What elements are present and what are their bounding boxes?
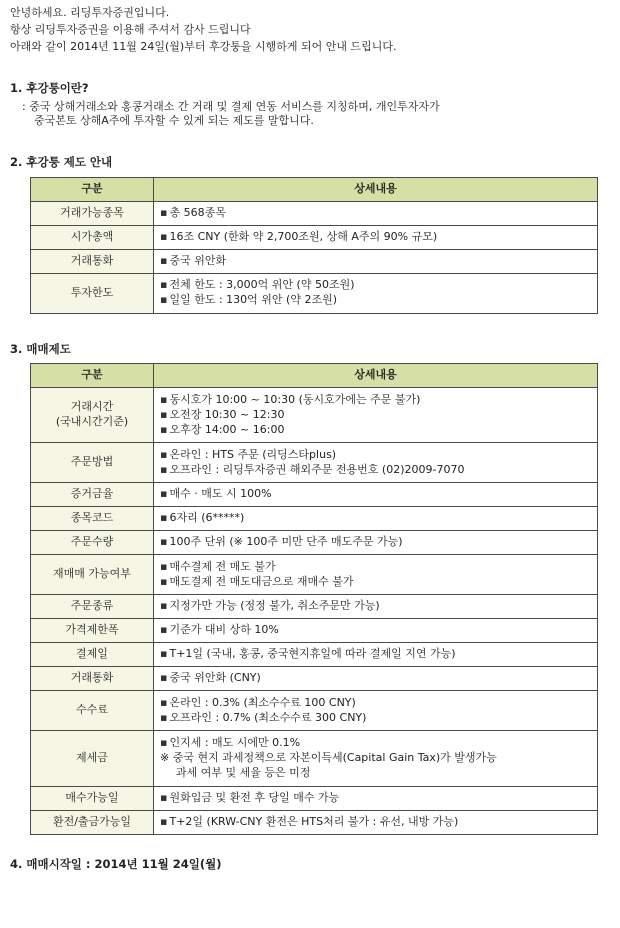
row-value <box>154 388 598 443</box>
bullet-text: ▪ 매도결제 전 매도대금으로 재매수 불가 <box>160 575 591 590</box>
row-key: 거래통화 <box>31 249 154 273</box>
table-row <box>31 595 598 619</box>
bullet-text: ▪ 중국 위안화 <box>160 254 591 269</box>
bullet-text: ▪ 오프라인 : 0.7% (최소수수료 300 CNY) <box>160 711 591 726</box>
header-category: 구분 <box>31 364 154 388</box>
row-key: 투자한도 <box>31 273 154 313</box>
table-row <box>31 225 598 249</box>
row-key: 재매매 가능여부 <box>31 555 154 595</box>
row-key: 매수가능일 <box>31 787 154 811</box>
intro-line-1: 안녕하세요. 리딩투자증권입니다. <box>10 6 170 19</box>
row-value <box>154 273 598 313</box>
row-key-line: 거래시간 <box>70 400 114 414</box>
bullet-text: ▪ 온라인 : 0.3% (최소수수료 100 CNY) <box>160 696 591 711</box>
table-row <box>31 249 598 273</box>
row-key: 증거금율 <box>31 483 154 507</box>
row-value <box>154 787 598 811</box>
table-row <box>31 388 598 443</box>
table-row <box>31 531 598 555</box>
intro-text <box>10 6 610 57</box>
row-value <box>154 507 598 531</box>
header-details: 상세내용 <box>154 177 598 201</box>
section-3-title: 3. 매매제도 <box>10 341 71 356</box>
row-value <box>154 667 598 691</box>
row-value <box>154 249 598 273</box>
table-row <box>31 667 598 691</box>
section-2-table <box>30 177 598 314</box>
table-row <box>31 787 598 811</box>
header-category: 구분 <box>31 177 154 201</box>
row-key: 시가총액 <box>31 225 154 249</box>
row-key: 거래가능종목 <box>31 201 154 225</box>
bullet-text: ▪ 중국 위안화 (CNY) <box>160 671 591 686</box>
table-header-row <box>31 364 598 388</box>
section-1-desc <box>10 100 610 130</box>
section-1-desc-line-2: 중국본토 상해A주에 투자할 수 있게 되는 제도를 말합니다. <box>34 114 314 128</box>
bullet-text: ▪ 100주 단위 (※ 100주 미만 단주 매도주문 가능) <box>160 535 591 550</box>
bullet-text: ▪ 총 568종목 <box>160 206 591 221</box>
bullet-text: ▪ 인지세 : 매도 시에만 0.1% <box>160 736 591 751</box>
row-key: 주문종류 <box>31 595 154 619</box>
table-row <box>31 273 598 313</box>
row-key: 가격제한폭 <box>31 619 154 643</box>
row-key: 환전/출금가능일 <box>31 811 154 835</box>
header-details: 상세내용 <box>154 364 598 388</box>
bullet-text: ▪ 지정가만 가능 (정정 불가, 취소주문만 가능) <box>160 599 591 614</box>
table-row <box>31 507 598 531</box>
bullet-text: ▪ 16조 CNY (한화 약 2,700조원, 상해 A주의 90% 규모) <box>160 230 591 245</box>
table-row <box>31 731 598 787</box>
bullet-text: ▪ 전체 한도 : 3,000억 위안 (약 50조원) <box>160 278 591 293</box>
bullet-text: ▪ T+1일 (국내, 홍콩, 중국현지휴일에 따라 결제일 지연 가능) <box>160 647 591 662</box>
row-value <box>154 595 598 619</box>
row-value <box>154 619 598 643</box>
section-3-table <box>30 363 598 835</box>
bullet-text: ▪ 오프라인 : 리딩투자증권 해외주문 전용번호 (02)2009-7070 <box>160 463 591 478</box>
bullet-text: ▪ 동시호가 10:00 ~ 10:30 (동시호가에는 주문 불가) <box>160 393 591 408</box>
note-text: ※ 중국 현지 과세정책으로 자본이득세(Capital Gain Tax)가 발생가능 <box>160 751 497 765</box>
table-row <box>31 811 598 835</box>
table-header-row <box>31 177 598 201</box>
row-value <box>154 811 598 835</box>
row-value <box>154 691 598 731</box>
row-key: 제세금 <box>31 731 154 787</box>
table-row <box>31 691 598 731</box>
row-value <box>154 731 598 787</box>
table-row <box>31 643 598 667</box>
bullet-text: ▪ 오후장 14:00 ~ 16:00 <box>160 423 591 438</box>
row-key: 결제일 <box>31 643 154 667</box>
row-key: 주문수량 <box>31 531 154 555</box>
row-value <box>154 225 598 249</box>
row-value <box>154 201 598 225</box>
bullet-text: ▪ 원화입금 및 환전 후 당일 매수 가능 <box>160 791 591 806</box>
section-4-title: 4. 매매시작일 : 2014년 11월 24일(월) <box>10 857 222 872</box>
row-value <box>154 531 598 555</box>
intro-line-2: 항상 리딩투자증권을 이용해 주셔서 감사 드립니다 <box>10 23 251 36</box>
bullet-text: ▪ 6자리 (6*****) <box>160 511 591 526</box>
row-key: 주문방법 <box>31 443 154 483</box>
bullet-text: ▪ 매수 · 매도 시 100% <box>160 487 591 502</box>
section-1-desc-line-1: : 중국 상해거래소와 홍콩거래소 간 거래 및 결제 연동 서비스를 지칭하며, 개인투자자가 <box>22 99 440 113</box>
row-key: 수수료 <box>31 691 154 731</box>
row-key: 종목코드 <box>31 507 154 531</box>
section-1-title: 1. 후강퉁이란? <box>10 81 89 95</box>
row-value <box>154 483 598 507</box>
bullet-text: ▪ 매수결제 전 매도 불가 <box>160 560 591 575</box>
bullet-text: ▪ 기준가 대비 상하 10% <box>160 623 591 638</box>
bullet-text: ▪ T+2일 (KRW-CNY 환전은 HTS처리 불가 : 유선, 내방 가능) <box>160 815 591 830</box>
section-2-title: 2. 후강퉁 제도 안내 <box>10 155 113 170</box>
table-row <box>31 443 598 483</box>
bullet-text: ▪ 온라인 : HTS 주문 (리딩스타plus) <box>160 448 591 463</box>
intro-line-3: 아래와 같이 2014년 11월 24일(월)부터 후강퉁을 시행하게 되어 안내 드립니다. <box>10 40 397 53</box>
row-value <box>154 443 598 483</box>
row-value <box>154 555 598 595</box>
bullet-text: ▪ 오전장 10:30 ~ 12:30 <box>160 408 591 423</box>
row-key-line: (국내시간기준) <box>55 415 129 429</box>
row-key: 거래통화 <box>31 667 154 691</box>
table-row <box>31 483 598 507</box>
table-row <box>31 619 598 643</box>
table-row <box>31 201 598 225</box>
table-row <box>31 555 598 595</box>
note-text: 과세 여부 및 세율 등은 미정 <box>176 766 311 780</box>
bullet-text: ▪ 일일 한도 : 130억 위안 (약 2조원) <box>160 293 591 308</box>
row-key <box>31 388 154 443</box>
row-value <box>154 643 598 667</box>
